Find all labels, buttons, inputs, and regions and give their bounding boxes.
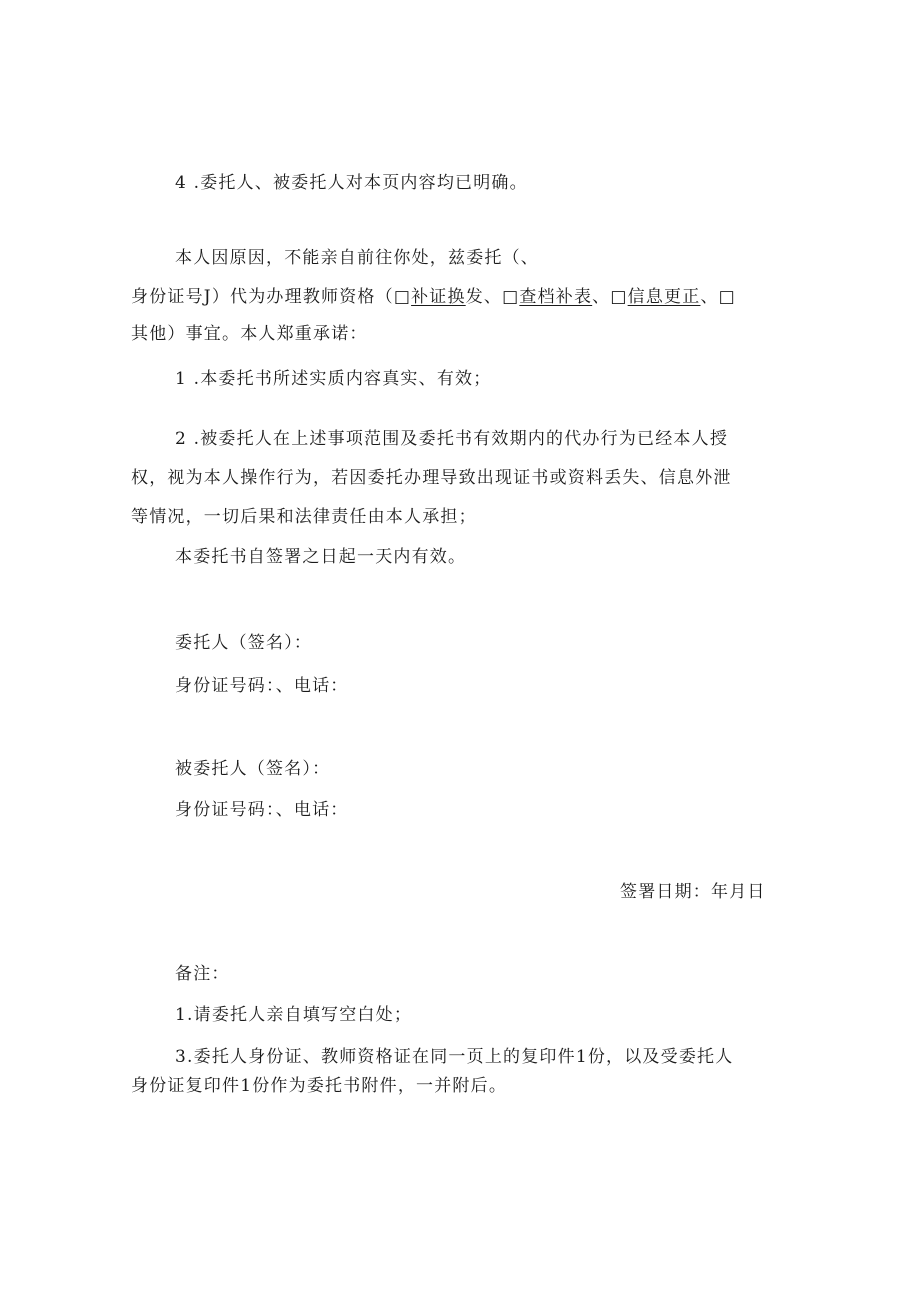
option-archive-supplement: 查档补表 [519, 287, 593, 307]
intro-line-2-part-b: 发、□ [465, 287, 520, 307]
agent-signature-label: 被委托人（签名）： [175, 759, 331, 779]
signing-date-label: 签署日期：年月日 [620, 882, 766, 902]
note-1: 1.请委托人亲自填写空白处； [175, 1005, 413, 1025]
promise-2-line-3: 等情况，一切后果和法律责任由本人承担； [131, 507, 477, 527]
intro-line-2-part-c: 、□ [592, 287, 628, 307]
intro-line-2 [131, 285, 736, 309]
item-4-text: 4 .委托人、被委托人对本页内容均已明确。 [175, 173, 528, 193]
promise-2-line-2: 权，视为本人操作行为，若因委托办理导致出现证书或资料丢失、信息外泄 [131, 468, 732, 488]
principal-id-phone-label: 身份证号码：、电话： [175, 676, 349, 696]
intro-line-3: 其他）事宜。本人郑重承诺： [131, 324, 368, 344]
promise-1: 1 .本委托书所述实质内容真实、有效； [175, 369, 492, 389]
intro-line-1: 本人因原因，不能亲自前往你处，兹委托（、 [175, 248, 539, 268]
note-3-line-2: 身份证复印件1份作为委托书附件，一并附后。 [131, 1076, 508, 1096]
notes-title: 备注： [175, 964, 230, 984]
promise-2-line-1: 2 .被委托人在上述事项范围及委托书有效期内的代办行为已经本人授 [175, 429, 729, 449]
option-info-correction: 信息更正 [627, 287, 701, 307]
note-3-line-1: 3.委托人身份证、教师资格证在同一页上的复印件1份，以及受委托人 [175, 1047, 734, 1067]
validity-text: 本委托书自签署之日起一天内有效。 [175, 547, 467, 567]
option-replace-certificate: 补证换 [411, 287, 466, 307]
principal-signature-label: 委托人（签名）： [175, 633, 313, 653]
intro-line-2-part-d: 、□ [700, 287, 736, 307]
intro-line-2-part-a: 身份证号J）代为办理教师资格（□ [131, 287, 412, 307]
agent-id-phone-label: 身份证号码：、电话： [175, 800, 349, 820]
